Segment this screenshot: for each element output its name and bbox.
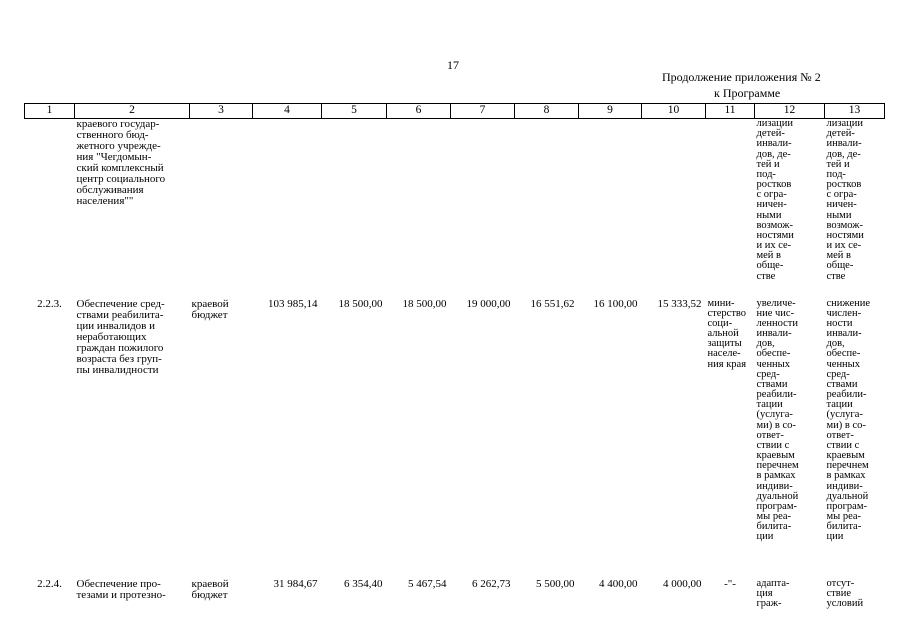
risk-description: лизации детей- инвали- дов, де- тей и под- ростков с огра- ничен- ными возмож- ностями и их се- мей в обще- стве: [826, 118, 864, 282]
funding-source: [190, 119, 253, 299]
total-amount: 103 985,14: [268, 297, 318, 310]
col-header-6: 6: [387, 104, 451, 119]
amount-col-8: [515, 119, 579, 299]
col-header-10: 10: [642, 104, 706, 119]
activity-description: Обеспечение про- тезами и протезно-: [76, 577, 166, 601]
col-header-13: 13: [825, 104, 885, 119]
col-header-5: 5: [322, 104, 387, 119]
col-header-8: 8: [515, 104, 579, 119]
amount-col-9: 4 400,00: [599, 577, 638, 590]
row-code: 2.2.3.: [37, 297, 62, 310]
table-row: [25, 299, 885, 579]
continuation-subtitle: к Программе: [714, 86, 781, 100]
col-header-12: 12: [755, 104, 825, 119]
risk-description: снижение числен- ности инвали- дов, обеспе- ченных сред- ствами реабили- тации (услуга- ми) в со- ответ- ствии с краевым перечнем в рамках индиви- дуальной програм- мы реа- билита- ции: [826, 297, 871, 543]
table-row: [25, 119, 885, 299]
amount-col-6: 18 500,00: [402, 297, 447, 310]
total-amount: 31 984,67: [273, 577, 318, 590]
responsible-executor: мини- стерство соци- альной защиты населе- ния края: [707, 297, 747, 370]
amount-col-10: [642, 119, 706, 299]
responsible-executor: -"-: [724, 577, 736, 590]
responsible-executor: [706, 119, 755, 299]
activity-description: Обеспечение сред- ствами реабилита- ции инвалидов и неработающих граждан пожилого возраста без груп- пы инвалидности: [76, 297, 165, 376]
expected-result: увеличе- ние чис- ленности инвали- дов, обеспе- ченных сред- ствами реабили- тации (услуга- ми) в со- ответ- ствии с краевым перечнем в рамках индиви- дуальной програм- мы реа- билита- ции: [756, 297, 799, 543]
column-number-row: [25, 104, 885, 119]
continuation-title: Продолжение приложения № 2: [662, 70, 821, 84]
activity-description: краевого государ- ственного бюд- жетного учрежде- ния "Чегдомын- ский комплексный центр социального обслуживания населения"": [76, 118, 166, 207]
col-header-3: 3: [190, 104, 253, 119]
amount-col-10: 15 333,52: [657, 297, 702, 310]
table-row: [25, 579, 885, 619]
amount-col-5: 18 500,00: [338, 297, 383, 310]
page-number: 17: [447, 58, 459, 72]
amount-col-7: 19 000,00: [466, 297, 511, 310]
amount-col-5: [322, 119, 387, 299]
col-header-1: 1: [25, 104, 75, 119]
expected-result: адапта- ция граж-: [756, 577, 790, 609]
amount-col-5: 6 354,40: [344, 577, 383, 590]
amount-col-6: 5 467,54: [408, 577, 447, 590]
col-header-9: 9: [579, 104, 642, 119]
col-header-4: 4: [253, 104, 322, 119]
row-code: [25, 119, 75, 299]
amount-col-10: 4 000,00: [663, 577, 702, 590]
funding-source: краевой бюджет: [191, 297, 229, 321]
amount-col-8: 16 551,62: [530, 297, 575, 310]
amount-col-7: [451, 119, 515, 299]
col-header-7: 7: [451, 104, 515, 119]
col-header-11: 11: [706, 104, 755, 119]
amount-col-7: 6 262,73: [472, 577, 511, 590]
amount-col-9: [579, 119, 642, 299]
total-amount: [253, 119, 322, 299]
amount-col-8: 5 500,00: [536, 577, 575, 590]
program-table: [24, 103, 885, 619]
amount-col-6: [387, 119, 451, 299]
col-header-2: 2: [75, 104, 190, 119]
expected-result: лизации детей- инвали- дов, де- тей и под- ростков с огра- ничен- ными возмож- ностями и их се- мей в обще- стве: [756, 118, 794, 282]
row-code: 2.2.4.: [37, 577, 62, 590]
funding-source: краевой бюджет: [191, 577, 229, 601]
amount-col-9: 16 100,00: [593, 297, 638, 310]
risk-description: отсут- ствие условий: [826, 577, 864, 609]
